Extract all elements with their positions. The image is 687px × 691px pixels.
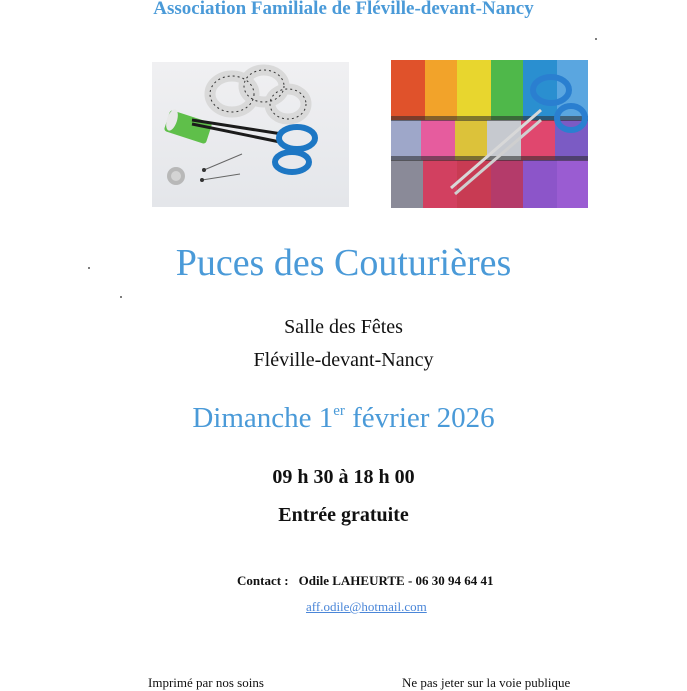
footer-litter-note: Ne pas jeter sur la voie publique <box>402 675 571 690</box>
scan-speck <box>88 267 90 269</box>
date-suffix: février 2026 <box>344 402 495 434</box>
venue-town: Fléville-devant-Nancy <box>253 349 434 371</box>
venue-name: Salle des Fêtes <box>284 316 403 338</box>
thread-spools-illustration <box>391 60 588 208</box>
association-name: Association Familiale de Fléville-devant-Nancy <box>153 0 534 19</box>
contact-label: Contact : <box>237 573 289 588</box>
footer-printed-note: Imprimé par nos soins <box>148 675 264 690</box>
thread-spools-photo <box>391 60 588 208</box>
event-title: Puces des Couturières <box>175 242 512 284</box>
event-date <box>0 402 687 435</box>
date-prefix: Dimanche 1 <box>192 402 334 434</box>
sewing-tools-illustration <box>152 62 349 207</box>
sewing-tools-photo <box>152 62 349 207</box>
date-ordinal-suffix: er <box>333 403 345 419</box>
contact-details: Odile LAHEURTE - 06 30 94 64 41 <box>298 573 494 588</box>
event-hours: 09 h 30 à 18 h 00 <box>272 466 415 488</box>
scan-speck <box>595 38 597 40</box>
scan-speck <box>120 296 122 298</box>
entry-info: Entrée gratuite <box>278 504 409 526</box>
contact-line <box>237 573 494 589</box>
contact-email-link[interactable]: aff.odile@hotmail.com <box>306 599 427 614</box>
